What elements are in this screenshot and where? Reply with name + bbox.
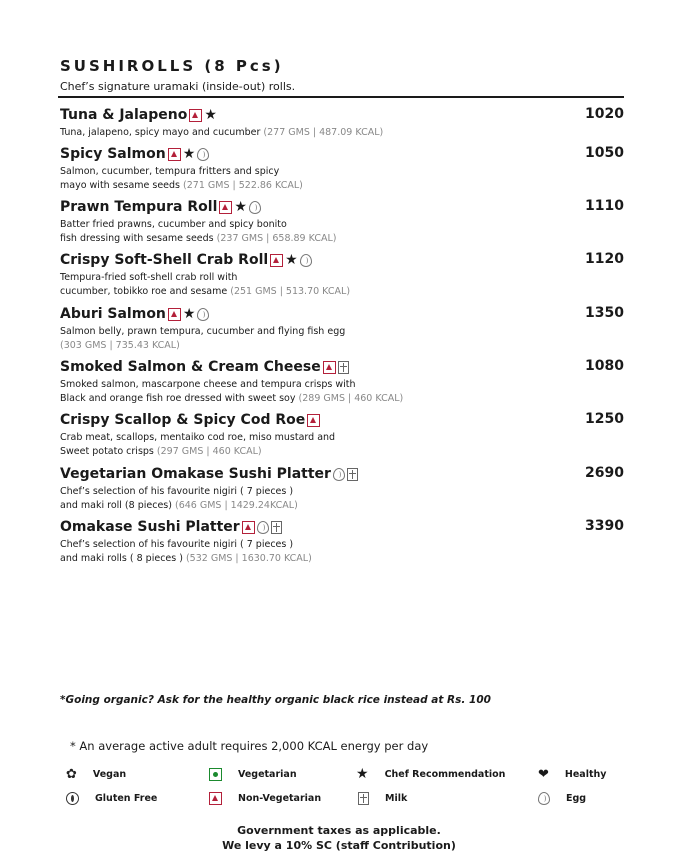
star-icon: ★ — [234, 198, 247, 215]
description-line — [60, 378, 626, 392]
dietary-icons — [323, 361, 349, 374]
menu-item-description — [60, 126, 626, 140]
star-icon: ★ — [356, 766, 369, 782]
egg-icon — [300, 254, 312, 267]
star-icon: ★ — [182, 305, 196, 322]
description-text: Black and orange fish roe dressed with sweet soy — [60, 393, 296, 404]
menu-item — [60, 518, 626, 566]
organic-note: *Going organic? Ask for the healthy organic black rice instead at Rs. 100 — [60, 694, 491, 706]
menu-item-name: Omakase Sushi Platter — [60, 519, 240, 535]
non-veg-icon — [323, 361, 336, 374]
legend-item-healthy — [538, 768, 606, 781]
milk-icon — [358, 792, 369, 805]
nutrition-info: (271 GMS | 522.86 KCAL) — [183, 180, 303, 191]
legend-item-chef-recommendation — [356, 768, 505, 781]
nutrition-info: (289 GMS | 460 KCAL) — [298, 393, 404, 404]
description-line — [60, 445, 626, 459]
menu-item-name: Smoked Salmon & Cream Cheese — [60, 359, 321, 375]
menu-item-name: Crispy Soft-Shell Crab Roll — [60, 252, 269, 268]
description-text: and maki rolls ( 8 pieces ) — [60, 553, 183, 564]
dietary-icons — [270, 251, 312, 268]
description-line — [60, 179, 626, 193]
description-text: cucumber, tobikko roe and sesame — [60, 286, 228, 297]
menu-item-name-row — [60, 106, 626, 124]
star-icon: ★ — [182, 145, 196, 162]
milk-icon — [347, 468, 358, 481]
egg-icon — [197, 308, 209, 321]
veg-icon — [209, 768, 222, 781]
legend-label: Milk — [385, 793, 408, 804]
menu-item-name: Aburi Salmon — [60, 306, 166, 322]
milk-icon — [271, 521, 282, 534]
menu-item-name: Crispy Scallop & Spicy Cod Roe — [60, 412, 306, 428]
menu-item-name: Prawn Tempura Roll — [60, 199, 218, 215]
description-text: Tempura-fried soft-shell crab roll with — [60, 272, 238, 283]
menu-item-description — [60, 325, 626, 353]
menu-item — [60, 305, 626, 353]
menu-item-description — [60, 538, 626, 566]
description-text: Sweet potato crisps — [60, 446, 154, 457]
dietary-icons — [219, 198, 261, 215]
legend-label: Vegan — [92, 769, 127, 780]
description-text: Chef’s selection of his favourite nigiri ( 7 pieces ) — [60, 486, 294, 497]
description-line — [60, 165, 626, 179]
description-line — [60, 485, 626, 499]
legend-item-gluten-free — [66, 792, 157, 805]
tax-line-1: Government taxes as applicable. — [237, 824, 441, 837]
menu-item-price: 2690 — [585, 465, 624, 481]
tax-line-2: We levy a 10% SC (staff Contribution) — [222, 839, 456, 852]
menu-item-price: 1080 — [585, 358, 624, 374]
menu-item-name-row — [60, 411, 626, 429]
menu-item — [60, 411, 626, 459]
description-text: Tuna, jalapeno, spicy mayo and cucumber — [60, 127, 261, 138]
non-veg-icon — [307, 414, 320, 427]
menu-item — [60, 465, 626, 513]
menu-item-price: 1250 — [585, 411, 624, 427]
menu-item-name: Tuna & Jalapeno — [60, 107, 188, 123]
description-line — [60, 126, 626, 140]
menu-item — [60, 358, 626, 406]
dietary-icons — [333, 468, 358, 481]
menu-item-price: 1120 — [585, 251, 624, 267]
description-text: Salmon, cucumber, tempura fritters and spicy — [60, 166, 280, 177]
legend-item-milk — [358, 792, 407, 805]
menu-item-name-row — [60, 198, 626, 216]
legend-item-egg — [538, 792, 586, 805]
menu-item-name: Vegetarian Omakase Sushi Platter — [60, 466, 331, 482]
menu-item-name-row — [60, 465, 626, 483]
description-line — [60, 538, 626, 552]
menu-item-name-row — [60, 251, 626, 269]
egg-icon — [257, 521, 269, 534]
description-line — [60, 325, 626, 339]
non-veg-icon — [219, 201, 232, 214]
description-line — [60, 285, 626, 299]
dietary-icons — [168, 145, 210, 162]
milk-icon — [338, 361, 349, 374]
menu-item-price: 1110 — [585, 198, 624, 214]
menu-item-name-row — [60, 358, 626, 376]
menu-item-name-row — [60, 518, 626, 536]
non-veg-icon — [242, 521, 255, 534]
menu-item-name-row — [60, 305, 626, 323]
menu-item-description — [60, 378, 626, 406]
egg-icon — [249, 201, 261, 214]
menu-item-description — [60, 271, 626, 299]
nutrition-info: (532 GMS | 1630.70 KCAL) — [185, 553, 312, 564]
section-title: SUSHIROLLS (8 Pcs) — [60, 57, 284, 75]
dietary-icons — [242, 521, 282, 534]
legend-item-vegan — [66, 768, 126, 781]
description-text: Smoked salmon, mascarpone cheese and tempura crisps with — [60, 379, 356, 390]
description-line — [60, 431, 626, 445]
legend-label: Gluten Free — [95, 793, 158, 804]
nutrition-info: (646 GMS | 1429.24KCAL) — [174, 500, 298, 511]
legend-label: Non-Vegetarian — [238, 793, 322, 804]
non-veg-icon — [168, 148, 181, 161]
menu-item — [60, 145, 626, 193]
menu-item-description — [60, 485, 626, 513]
description-line — [60, 218, 626, 232]
description-line — [60, 499, 626, 513]
heart-icon: ❤ — [538, 767, 549, 782]
menu-item-description — [60, 165, 626, 193]
legend-label: Healthy — [564, 769, 607, 780]
tax-notice — [0, 823, 678, 853]
nutrition-info: (251 GMS | 513.70 KCAL) — [230, 286, 351, 297]
legend-label: Chef Recommendation — [384, 769, 506, 780]
menu-item-price: 1350 — [585, 305, 624, 321]
description-line — [60, 232, 626, 246]
description-text: fish dressing with sesame seeds — [60, 233, 214, 244]
legend-label: Vegetarian — [238, 769, 297, 780]
menu-item-price: 1050 — [585, 145, 624, 161]
dietary-icons — [189, 106, 217, 123]
nutrition-info: (297 GMS | 460 KCAL) — [156, 446, 262, 457]
gluten-free-icon — [66, 792, 79, 805]
dietary-icons — [168, 305, 210, 322]
menu-item — [60, 106, 626, 140]
legend-label: Egg — [566, 793, 587, 804]
legend-item-vegetarian — [209, 768, 297, 781]
menu-item-price: 1020 — [585, 106, 624, 122]
description-line — [60, 552, 626, 566]
non-veg-icon — [209, 792, 222, 805]
description-text: Chef’s selection of his favourite nigiri ( 7 pieces ) — [60, 539, 294, 550]
menu-item — [60, 251, 626, 299]
menu-item-name: Spicy Salmon — [60, 146, 166, 162]
non-veg-icon — [270, 254, 283, 267]
star-icon: ★ — [285, 251, 298, 268]
non-veg-icon — [168, 308, 181, 321]
legend-item-non-vegetarian — [209, 792, 321, 805]
dietary-icons — [307, 414, 320, 427]
description-line — [60, 392, 626, 406]
menu-item — [60, 198, 626, 246]
menu-item-description — [60, 218, 626, 246]
description-line — [60, 339, 626, 353]
menu-item-name-row — [60, 145, 626, 163]
egg-icon — [538, 792, 550, 805]
menu-item-description — [60, 431, 626, 459]
section-subtitle: Chef’s signature uramaki (inside-out) rolls. — [60, 80, 296, 93]
description-line — [60, 271, 626, 285]
star-icon: ★ — [204, 106, 217, 123]
menu-item-price: 3390 — [585, 518, 624, 534]
nutrition-info: (277 GMS | 487.09 KCAL) — [263, 127, 384, 138]
section-divider — [58, 96, 624, 98]
description-text: Salmon belly, prawn tempura, cucumber and flying fish egg — [60, 326, 346, 337]
description-text: Crab meat, scallops, mentaiko cod roe, miso mustard and — [60, 432, 336, 443]
description-text: Batter fried prawns, cucumber and spicy bonito — [60, 219, 287, 230]
egg-icon — [333, 468, 345, 481]
description-text: and maki roll (8 pieces) — [60, 500, 172, 511]
egg-icon — [197, 148, 209, 161]
description-text: mayo with sesame seeds — [60, 180, 181, 191]
non-veg-icon — [189, 109, 202, 122]
nutrition-info: (237 GMS | 658.89 KCAL) — [216, 233, 337, 244]
nutrition-info: (303 GMS | 735.43 KCAL) — [60, 340, 180, 351]
kcal-note: * An average active adult requires 2,000 KCAL energy per day — [70, 739, 429, 753]
vegan-icon: ✿ — [66, 767, 77, 782]
